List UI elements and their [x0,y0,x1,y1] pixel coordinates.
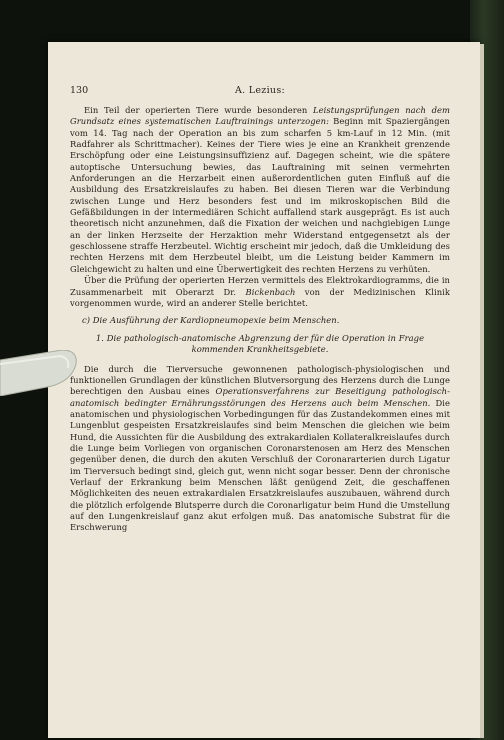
text-run: Die durch die Tierversuche gewonnenen pathologisch-physiologischen und funktionellen Grundlagen der künstlichen Blutversorgung des Herzens durch die Lunge berechtigen den Ausbau eines [70,363,450,397]
text-run: Über die Prüfung der operierten Herzen vermittels des Elektrokardiogramms, die in Zusammenarbeit mit Oberarzt Dr. [70,275,450,297]
subheading: c) Die Ausführung der Kardiopneumopexie beim Menschen. [82,315,340,326]
section-title: 1. Die pathologisch-anatomische Abgrenzung der für die Operation in Frage kommenden Krankheitsgebiete. [95,332,425,355]
page-header [70,85,450,99]
running-head: A. Lezius: [234,85,286,96]
paragraph-training [70,105,450,275]
text-run: Beginn mit Spaziergängen vom 14. Tag nach der Operation an bis zum scharfen 5 km-Lauf in 12 Min. (mit Radfahrer als Schrittmacher). Keines der Tiere wies je eine an Krankheit grenzende Erschöpfung oder eine Leistungsinsuffizienz auf. Dagegen scheint, wie die spätere autoptische Untersuchung bewies, das Lauftraining mit seinen vermehrten Anforderungen an die Herzarbeit einen außerordentlichen guten Einfluß auf die Ausbildung des Ersatzkreislaufes zu haben. Bei diesen Tieren war die Verbindung zwischen Lunge und Herz besonders fest und im mikroskopischen Bild die Gefäßbildungen in der intermediären Schicht auffallend stark ausgeprägt. Es ist auch theoretisch nicht anzunehmen, daß die Fixation der weichen und nachgiebigen Lunge an der linken Herzseite der Herzaktion mehr Widerstand entgegensetzt als der geschlossene straffe Herzbeutel. Wichtig erscheint mir jedoch, daß die Umkleidung des rechten Herzens mit dem Herzbeutel bleibt, um die Leistung beider Kammern im Gleichgewicht zu halten und eine Überwertigkeit des rechten Herzens zu verhüten. [70,116,450,274]
page-edge [480,44,484,738]
emphasis-text: Operationsverfahrens zur Beseitigung pathologisch-anatomisch bedingter Ernährungsstörungen des Herzens auch beim Menschen. [70,386,450,408]
paragraph-ecg [70,275,450,309]
text-run: von der Medizinischen Klinik vorgenommen wurde, wird an anderer Stelle berichtet. [70,286,450,308]
emphasis-text: Leistungsprüfungen nach dem Grundsatz eines systematischen Lauftrainings unterzogen: [70,105,450,127]
text-run: Ein Teil der operierten Tiere wurde besonderen [84,105,313,115]
page-marker-tab [0,350,80,396]
emphasis-name: Bickenbach [245,286,296,297]
paragraph-animal-experiments [70,364,450,534]
page-number: 130 [70,85,89,96]
body-text [70,105,450,534]
text-run: Die anatomischen und physiologischen Vorbedingungen für das Zustandekommen eines mit Lungenblut gespeisten Ersatzkreislaufes sind beim Menschen die gleichen wie beim Hund, die Aussichten für die Ausbildung des extrakardialen Kollateralkreislaufes durch die Lunge beim Vorliegen von organischen Coronarstenosen am Herz des Menschen gegenüber denen, die durch den akuten Verschluß der Coronararterien durch Ligatur im Tierversuch bedingt sind, gleich gut, wenn nicht sogar besser. Denn der chronische Verlauf der Erkrankung beim Menschen läßt genügend Zeit, die geschaffenen Möglichkeiten des neuen extrakardialen Ersatzkreislaufes auszubauen, während durch die plötzlich erfolgende Blutsperre durch die Coronarligatur beim Hund die Umstellung auf den Lungenkreislauf ganz akut erfolgen muß. Das anatomische Substrat für die Erschwerung [70,397,451,533]
